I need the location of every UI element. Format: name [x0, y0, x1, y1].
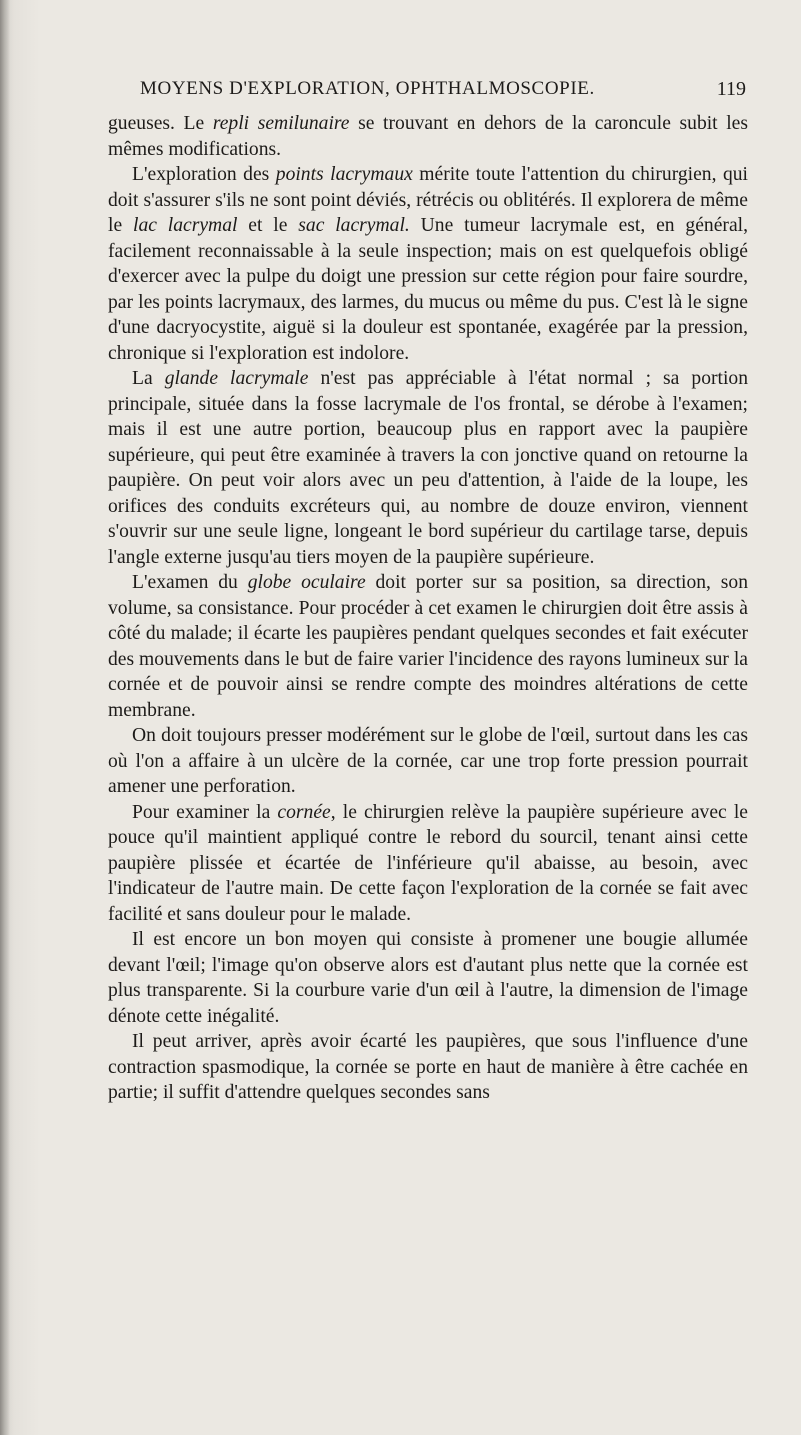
- binding-shadow: [0, 0, 10, 1435]
- text-run: L'examen du: [132, 572, 248, 593]
- text-run: L'exploration des: [132, 164, 276, 185]
- text-run: On doit toujours presser modérément sur le globe de l'œil, surtout dans les cas où l'on a affaire à un ulcère de la cornée, car une trop forte pression pourrait amener une perforation.: [108, 725, 748, 797]
- text-run: , le chirurgien relève la paupière supérieure avec le pouce qu'il maintient appliqué contre le rebord du sourcil, tenant ainsi cette paupière plissée et écartée de l'inférieure qu'il abaisse, au besoin, avec l'indicateur de l'autre main. De cette façon l'exploration de la cornée se fait avec facilité et sans douleur pour le malade.: [108, 801, 748, 925]
- text-run: Il peut arriver, après avoir écarté les paupières, que sous l'influence d'une contraction spasmodique, la cornée se porte en haut de manière à être cachée en partie; il suffit d'attendre quelques secondes sans: [108, 1031, 748, 1103]
- text-run: gueuses. Le: [108, 113, 213, 134]
- paragraph: [108, 723, 748, 800]
- paragraph: [108, 1029, 748, 1106]
- running-head: MOYENS D'EXPLORATION, OPHTHALMOSCOPIE.: [140, 78, 595, 99]
- paragraph: [108, 800, 748, 928]
- italic-term: points lacrymaux: [275, 164, 413, 185]
- text-run: La: [132, 368, 165, 389]
- text-run: se trouvant en dehors de la caroncule subit les mêmes modifications.: [108, 113, 749, 160]
- text-run: n'est pas appréciable à l'état normal ; sa portion principale, située dans la fosse lacrymale de l'os frontal, se dérobe à l'examen; mais il est une autre portion, beaucoup plus en rapport avec la paupière supérieure, qui peut être examinée à travers la con jonctive quand on retourne la paupière. On peut voir alors avec un peu d'attention, à l'aide de la loupe, les orifices des conduits excréteurs qui, au nombre de douze environ, viennent s'ouvrir sur une seule ligne, longeant le bord supérieur du cartilage tarse, depuis l'angle externe jusqu'au tiers moyen de la paupière supérieure.: [108, 368, 748, 568]
- text-run: Pour examiner la: [132, 801, 278, 823]
- italic-term: glande lacrymale: [164, 368, 309, 389]
- text-run: et le: [237, 215, 299, 236]
- text-run: doit porter sur sa position, sa direction, son volume, sa consistance. Pour procéder à cet examen le chirurgien doit être assis à côté du malade; il écarte les paupières pendant quelques secondes et fait exécuter des mouvements dans le but de faire varier l'incidence des rayons lumineux sur la cornée et de pouvoir ainsi se rendre compte des moindres altérations de cette membrane.: [108, 572, 749, 721]
- paragraph: [108, 111, 748, 162]
- italic-term: sac lacrymal.: [298, 215, 410, 236]
- text-run: Il est encore un bon moyen qui consiste à promener une bougie allumée devant l'œil; l'image qu'on observe alors est d'autant plus nette que la cornée est plus transparente. Si la courbure varie d'un œil à l'autre, la dimension de l'image dénote cette inégalité.: [108, 929, 748, 1027]
- paragraph: [108, 570, 748, 723]
- italic-term: lac lacrymal: [133, 215, 238, 236]
- body-text: [108, 111, 748, 1106]
- page-header: [140, 78, 746, 108]
- italic-term: cornée: [277, 801, 331, 823]
- page-number: 119: [716, 78, 746, 100]
- paragraph: [108, 366, 748, 570]
- text-run: mérite toute l'attention du chirurgien, qui doit s'assurer s'ils ne sont point déviés, rétrécis ou oblitérés. Il explorera de même le: [108, 164, 748, 236]
- text-run: Une tumeur lacrymale est, en général, facilement reconnaissable à la seule inspection; mais on est quelquefois obligé d'exercer avec la pulpe du doigt une pression sur cette région pour faire sourdre, par les points lacrymaux, des larmes, du mucus ou même du pus. C'est là le signe d'une dacryocystite, aiguë si la douleur est spontanée, exagérée par la pression, chronique si l'exploration est indolore.: [108, 215, 748, 364]
- italic-term: repli semilunaire: [212, 113, 350, 134]
- italic-term: globe oculaire: [247, 572, 366, 593]
- paragraph: [108, 162, 748, 366]
- paragraph: [108, 927, 748, 1029]
